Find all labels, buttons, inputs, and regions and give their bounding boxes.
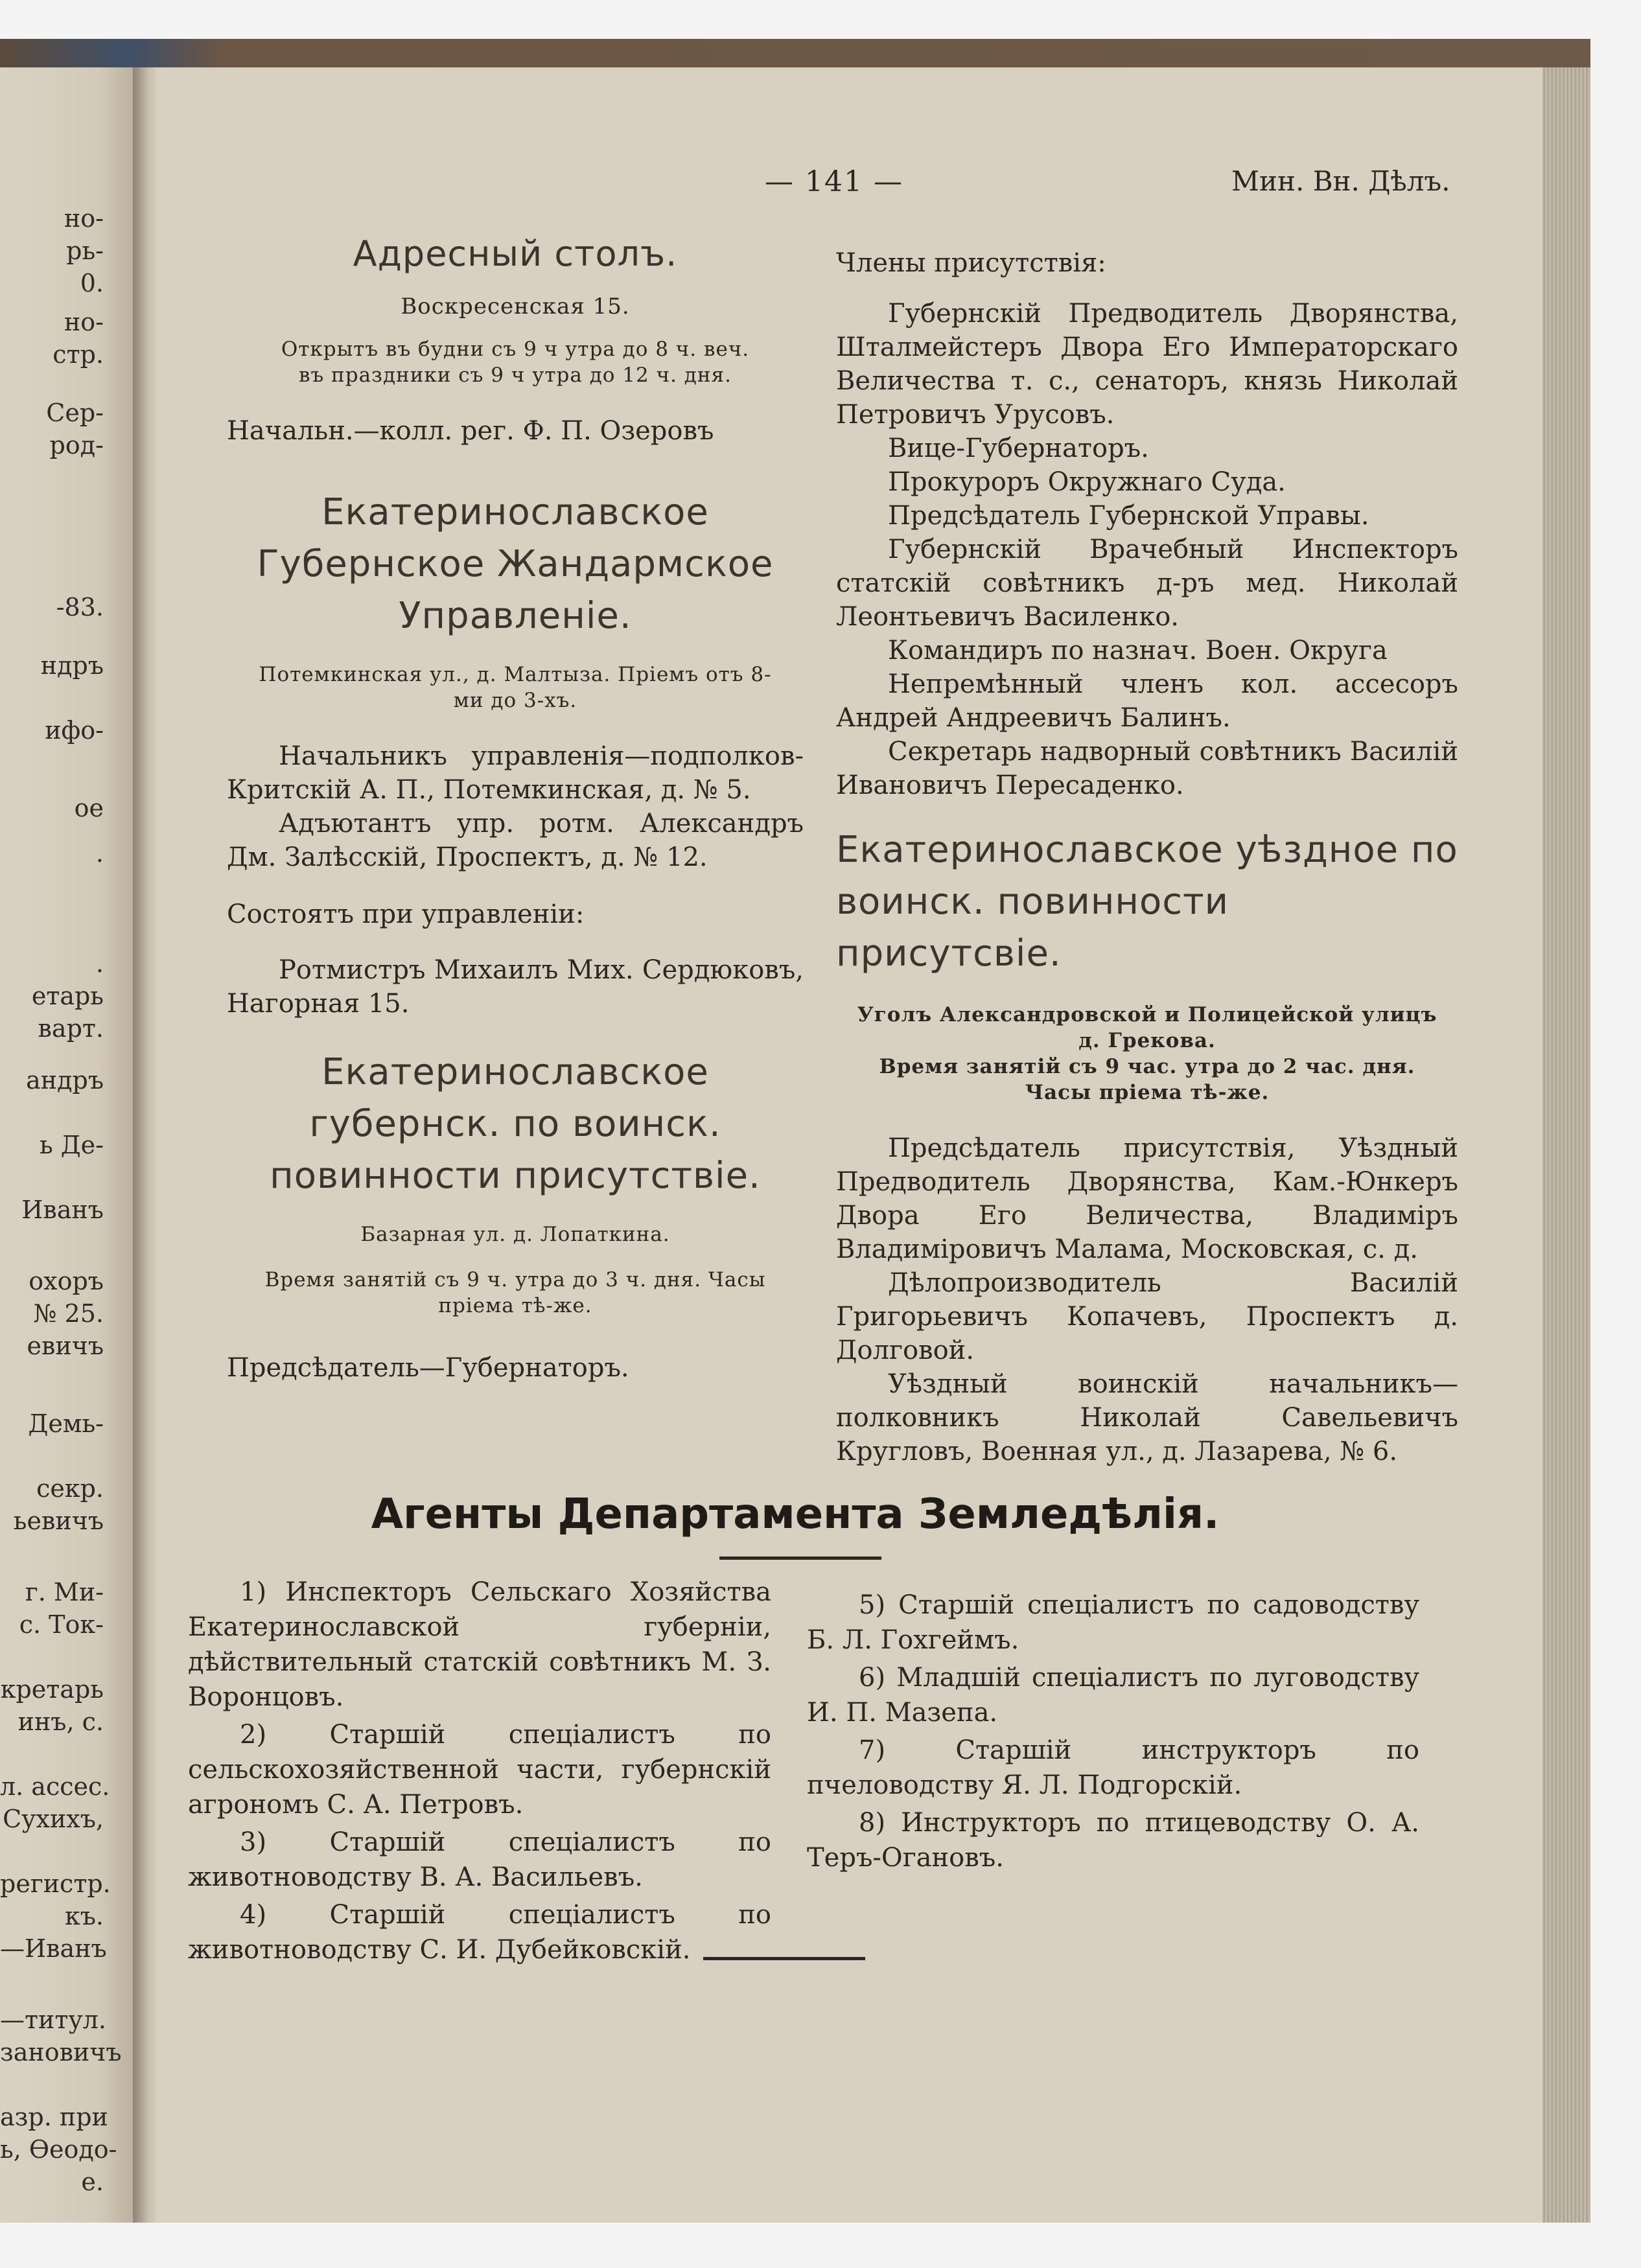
- left-page-fragment: Сер-: [46, 399, 104, 427]
- left-page-fragment: -83.: [56, 593, 104, 621]
- book-gutter: [133, 67, 159, 2223]
- gub-military-address: Базарная ул. д. Лопаткина.: [360, 1223, 670, 1246]
- uezd-military-hours-1: Время занятій съ 9 час. утра до 2 час. дня.: [879, 1055, 1415, 1078]
- member-entry: Губернскій Врачебный Инспекторъ статскій совѣтникъ д-ръ мед. Николай Леонтьевичъ Василенко.: [836, 535, 1458, 632]
- page-stack-edge: [1542, 67, 1590, 2223]
- left-page-fragment: андръ: [26, 1066, 104, 1094]
- uezd-paragraph: Предсѣдатель присутствія, Уѣздный Предводитель Дворянства, Кам.-Юнкеръ Двора Его Величества, Владиміръ Владиміровичъ Малама, Московская, с. д.: [836, 1133, 1458, 1264]
- agent-entry: 6) Младшій спеціалистъ по луговодству И. П. Мазепа.: [807, 1663, 1419, 1728]
- right-column: [836, 246, 1458, 1468]
- running-head: Мин. Вн. Дѣлъ.: [1231, 165, 1450, 197]
- title-rule: [719, 1556, 881, 1560]
- left-page-fragment: зановичъ: [0, 2038, 122, 2066]
- left-page-fragment: кретарь: [0, 1675, 104, 1704]
- left-page-fragment: инъ, с.: [17, 1707, 104, 1736]
- left-page-fragment: ндръ: [40, 651, 104, 680]
- agent-entry: 7) Старшій инструкторъ по пчеловодству Я. Л. Подгорскій.: [807, 1735, 1419, 1800]
- gendarme-chief: Начальникъ управленія—подполков- Критскій А. П., Потемкинская, д. № 5.: [227, 741, 804, 805]
- left-page-fragment: но-: [64, 204, 104, 233]
- member-entry: Вице-Губернаторъ.: [888, 434, 1149, 463]
- gub-military-hours: Время занятій съ 9 ч. утра до 3 ч. дня. Часы пріема тѣ-же.: [264, 1268, 766, 1317]
- left-column: [227, 233, 804, 1385]
- left-page-fragment: къ.: [64, 1902, 104, 1930]
- agent-entry: 5) Старшій спеціалистъ по садоводству Б. Л. Гохгеймъ.: [807, 1590, 1419, 1655]
- gendarme-title: Екатеринославское Губернское Жандармское Управленіе.: [257, 491, 774, 637]
- left-page-fragment: е.: [81, 2168, 104, 2196]
- left-page-fragment: ь Де-: [40, 1131, 104, 1159]
- agents-left-column: [188, 1575, 771, 1970]
- left-page-fragment: г. Ми-: [25, 1578, 104, 1606]
- left-page-fragment: варт.: [38, 1014, 104, 1043]
- member-entry: Губернскій Предводитель Дворянства, Шталмейстеръ Двора Его Императорскаго Величества т. с., сенаторъ, князь Николай Петровичъ Урусовъ.: [836, 299, 1458, 430]
- left-page-fragment: регистр.: [0, 1869, 111, 1898]
- left-page-fragment: но-: [64, 308, 104, 336]
- member-entry: Непремѣнный членъ кол. ассесоръ Андрей Андреевичъ Балинъ.: [836, 669, 1458, 733]
- agent-entry: 8) Инструкторъ по птицеводству О. А. Теръ-Огановъ.: [807, 1808, 1419, 1873]
- left-page-fragment: етарь: [31, 982, 104, 1010]
- left-page-fragment: ифо-: [45, 716, 104, 745]
- book-cover-edge: [0, 39, 1590, 67]
- agents-title: Агенты Департамента Земледѣлія.: [371, 1490, 1220, 1538]
- left-page-fragment: стр.: [52, 340, 104, 369]
- agent-entry: 4) Старшій спеціалистъ по животноводству С. И. Дубейковскій.: [188, 1900, 771, 1965]
- left-page-fragment: евичъ: [27, 1332, 104, 1360]
- gub-military-chair: Предсѣдатель—Губернаторъ.: [227, 1353, 629, 1383]
- uezd-military-hours-2: Часы пріема тѣ-же.: [1025, 1081, 1270, 1104]
- left-page-fragment: 0.: [80, 269, 104, 297]
- left-page-fragment: охоръ: [29, 1267, 104, 1295]
- address-office-address: Воскресенская 15.: [401, 294, 630, 319]
- agent-entry: 1) Инспекторъ Сельскаго Хозяйства Екатеринославской губерніи, дѣйствительный статскій совѣтникъ М. З. Воронцовъ.: [188, 1577, 771, 1712]
- gub-military-title: Екатеринославское губернск. по воинск. повинности присутствіе.: [270, 1051, 761, 1197]
- member-entry: Командиръ по назнач. Воен. Округа: [888, 636, 1388, 665]
- left-page-fragment: л. ассес.: [0, 1772, 110, 1801]
- gendarme-address: Потемкинская ул., д. Малтыза. Пріемъ отъ 8-ми до 3-хъ.: [259, 663, 772, 712]
- address-office-hours-2: въ праздники съ 9 ч утра до 12 ч. дня.: [299, 364, 732, 387]
- left-page-fragment: ь, Өеодо-: [0, 2135, 117, 2164]
- left-page-fragment: рь-: [66, 237, 104, 265]
- book-scan: [0, 39, 1590, 2223]
- page-number: — 141 —: [765, 165, 903, 198]
- address-office-head: Начальн.—колл. рег. Ф. П. Озеровъ: [227, 416, 714, 446]
- left-page-fragment: .: [95, 949, 104, 978]
- agent-entry: 3) Старшій спеціалистъ по животноводству В. А. Васильевъ.: [188, 1827, 771, 1892]
- left-page-fragment: с. Ток-: [19, 1610, 104, 1639]
- left-page-edge: [0, 67, 139, 2223]
- address-office-hours-1: Открытъ въ будни съ 9 ч утра до 8 ч. веч.: [281, 338, 750, 361]
- left-page-fragment: ьевичъ: [13, 1507, 104, 1535]
- left-page-fragment: —титул.: [0, 2006, 106, 2034]
- left-page-fragment: № 25.: [33, 1299, 104, 1328]
- uezd-paragraph: Уѣздный воинскій начальникъ—полковникъ Николай Савельевичъ Кругловъ, Военная ул., д. Лазарева, № 6.: [836, 1369, 1458, 1466]
- gendarme-adjutant: Адъютантъ упр. ротм. Александръ Дм. Залѣсскій, Проспектъ, д. № 12.: [227, 809, 804, 872]
- uezd-military-paragraphs: [836, 1131, 1458, 1468]
- left-page-fragment: Сухихъ,: [3, 1805, 104, 1833]
- agent-entry: 2) Старшій спеціалистъ по сельскохозяйственной части, губернскій агрономъ С. А. Петровъ.: [188, 1720, 771, 1820]
- members-heading: Члены присутствія:: [836, 248, 1106, 278]
- member-entry: Секретарь надворный совѣтникъ Василій Ивановичъ Пересаденко.: [836, 737, 1458, 800]
- left-page-fragment: .: [95, 839, 104, 868]
- agents-right-column: [807, 1588, 1419, 1878]
- member-entry: Прокуроръ Окружнаго Суда.: [888, 467, 1286, 497]
- left-page-fragment: род-: [49, 431, 104, 459]
- uezd-military-title: Екатеринославское уѣздное по воинск. повинности присутсвіе.: [836, 829, 1458, 975]
- left-page-fragment: Иванъ: [21, 1196, 104, 1224]
- end-rule: [703, 1957, 865, 1960]
- left-page-fragment: ое: [74, 794, 104, 822]
- uezd-military-address-1: Уголъ Александровской и Полицейской улицъ: [857, 1003, 1437, 1026]
- left-page-fragment: азр. при: [0, 2103, 108, 2131]
- uezd-military-address-2: д. Грекова.: [1078, 1029, 1216, 1052]
- gendarme-attached: Ротмистръ Михаилъ Мих. Сердюковъ, Нагорная 15.: [227, 955, 804, 1019]
- uezd-paragraph: Дѣлопроизводитель Василій Григорьевичъ Копачевъ, Проспектъ д. Долговой.: [836, 1268, 1458, 1365]
- gendarme-attached-heading: Состоятъ при управленіи:: [227, 899, 585, 929]
- left-page-fragment: Демь-: [28, 1409, 104, 1438]
- member-entry: Предсѣдатель Губернской Управы.: [888, 501, 1369, 531]
- members-list: [836, 297, 1458, 802]
- left-page-fragment: —Иванъ: [0, 1934, 107, 1963]
- address-office-title: Адресный столъ.: [353, 233, 678, 274]
- left-page-fragment: секр.: [36, 1474, 104, 1503]
